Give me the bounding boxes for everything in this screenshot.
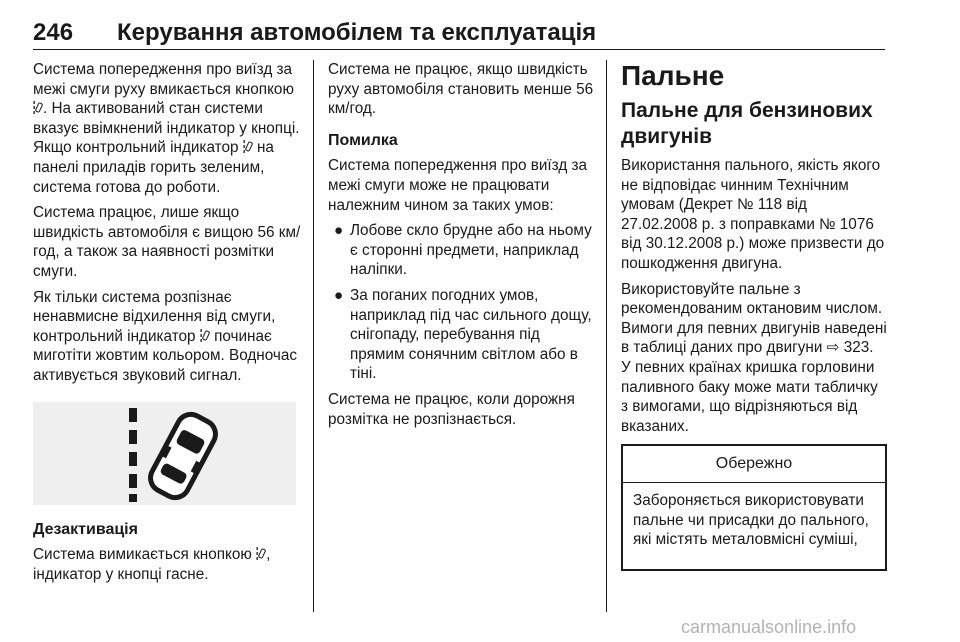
paragraph: Система попередження про виїзд за межі смуги може не працювати належним чином за таких умов: [328,157,588,214]
page-number: 246 [33,19,74,46]
watermark: carmanualsonline.info [681,617,857,637]
warning-text: Забороняється використовувати пальне чи присадки до пального, які містять металовмісні суміші, [633,491,869,549]
paragraph [621,280,887,437]
lane-departure-icon [243,140,253,153]
text: на панелі приладів горить зеленим, система готова до роботи. [33,139,274,196]
text: починає миготіти жовтим кольором. Водночас активується звуковий сигнал. [33,327,298,384]
text: Лобове скло брудне або на ньому є сторонні предмети, наприклад наліпки. [350,222,592,279]
paragraph [33,60,305,197]
lane-departure-icon [33,101,43,114]
section-heading-petrol: Пальне для бензинових двигунів [621,99,873,148]
paragraph: Використання пального, якість якого не відповідає чинним Технічним умовам (Декрет № 118 від 27.02.2008 р. з поправками № 1076 від 30.12.2008 р.) може призвести до пошкодження двигуна. [621,157,885,272]
section-heading-error: Помилка [328,131,398,149]
section-heading-deactivation: Дезактивація [33,520,138,538]
reference-arrow-icon: ⇨ [826,339,840,357]
text: Система вимикається кнопкою [33,546,252,564]
column-2 [328,60,596,435]
lane-departure-icon [256,547,266,560]
list-item: ● Лобове скло брудне або на ньому є сторонні предмети, наприклад наліпки. [334,222,592,279]
paragraph [33,288,305,386]
text: . На активований стан системи вказує ввімкнений індикатор у кнопці. Якщо контрольний індикатор [33,100,300,157]
column-divider-2 [606,60,607,612]
warning-title: Обережно [623,446,885,483]
warning-box [621,444,887,571]
text: Система попередження про виїзд за межі смуги руху вмикається кнопкою [33,61,294,98]
column-1 [33,60,305,590]
text: . У певних країнах кришка горловини паливного баку може мати табличку з вимогами, що відрізняються від вказаних. [621,339,878,435]
lane-departure-icon [200,329,210,342]
paragraph: Система працює, лише якщо швидкість автомобіля є вищою 56 км/год, а також за наявності розмітки смуги. [33,204,301,280]
text: , індикатор у кнопці гасне. [33,546,271,583]
chapter-heading-fuel: Пальне [621,60,725,91]
page-header [33,8,885,50]
column-3 [621,60,887,571]
paragraph [33,545,305,584]
page-title: Керування автомобілем та експлуатація [117,19,597,46]
lane-departure-illustration [33,402,296,505]
text: Використовуйте пальне з рекомендованим октановим числом. Вимоги для певних двигунів наведені в таблиці даних про двигуни [621,280,887,357]
page-reference-link[interactable]: 323 [843,339,870,357]
paragraph: Система не працює, коли дорожня розмітка не розпізнається. [328,390,575,428]
condition-list [328,221,596,384]
list-item: ● За поганих погодних умов, наприклад під час сильного дощу, снігопаду, перебування під прямим сонячним світлом або в тіні. [334,286,592,383]
text: Як тільки система розпізнає ненавмисне відхилення від смуги, контрольний індикатор [33,288,276,345]
column-divider-1 [313,60,314,612]
paragraph: Система не працює, якщо швидкість руху автомобіля становить менше 56 км/год. [328,61,594,118]
lane-departure-icon [33,402,296,505]
text: За поганих погодних умов, наприклад під час сильного дощу, снігопаду, перебування під прямим сонячним світлом або в тіні. [350,286,592,383]
